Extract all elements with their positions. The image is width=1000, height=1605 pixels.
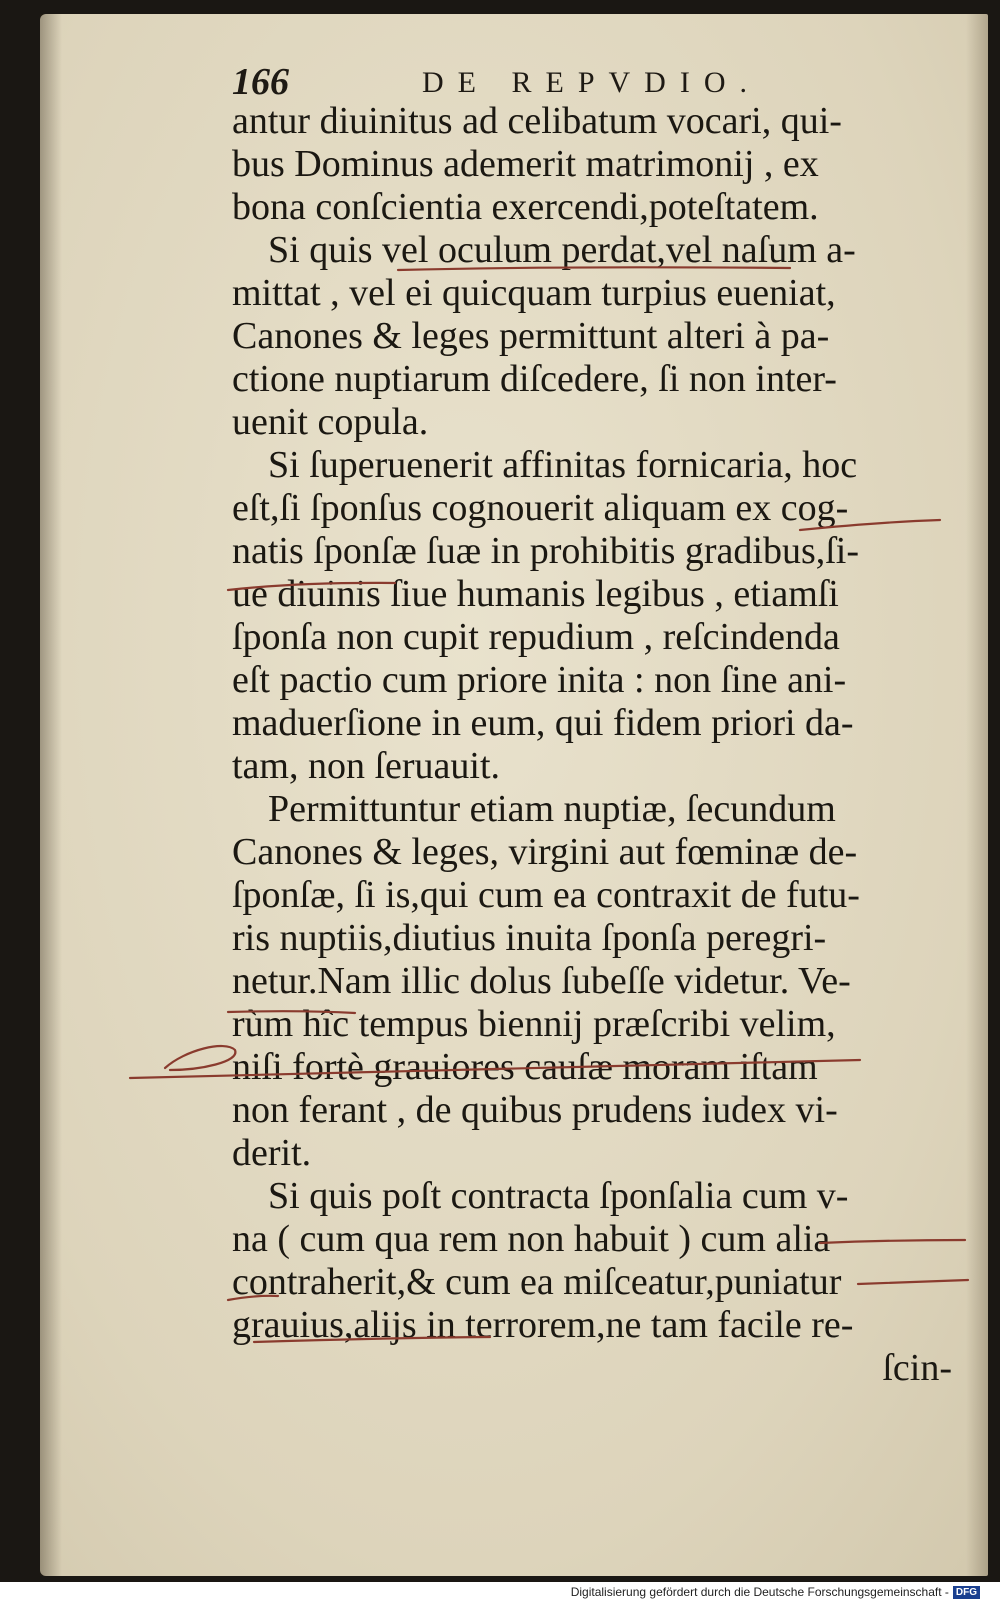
text-line: ctione nuptiarum diſcedere, ſi non inter- <box>232 358 837 400</box>
text-line: maduerſione in eum, qui fidem priori da- <box>232 702 854 744</box>
text-line: eſt,ſi ſponſus cognouerit aliquam ex cog- <box>232 487 849 529</box>
text-line: ſponſa non cupit repudium , reſcindenda <box>232 616 840 658</box>
footer-text: Digitalisierung gefördert durch die Deutsche Forschungsgemeinschaft - <box>570 1585 949 1599</box>
text-line: bus Dominus ademerit matrimonij , ex <box>232 143 819 185</box>
text-line: Canones & leges, virgini aut fœminæ de- <box>232 831 858 873</box>
running-head: DE REPVDIO. <box>422 66 761 99</box>
text-line: bona conſcientia exercendi,poteſtatem. <box>232 186 819 228</box>
margin-loop-mark <box>165 1046 235 1070</box>
catchword: ſcin- <box>882 1347 952 1389</box>
text-line: Si quis poſt contracta ſponſalia cum v- <box>268 1175 849 1217</box>
text-line: derit. <box>232 1132 312 1174</box>
page-number: 166 <box>232 61 289 103</box>
text-line: tam, non ſeruauit. <box>232 745 501 787</box>
digitization-footer <box>560 1585 980 1603</box>
underline-mark <box>398 267 790 270</box>
underline-mark <box>820 1240 965 1243</box>
text-line: Canones & leges permittunt alteri à pa- <box>232 315 830 357</box>
text-line: non ferant , de quibus prudens iudex vi- <box>232 1089 838 1131</box>
text-line: ue diuinis ſiue humanis legibus , etiamſi <box>232 573 839 615</box>
text-line: niſi fortè grauiores cauſæ moram iſtam <box>232 1046 818 1088</box>
text-line: eſt pactio cum priore inita : non ſine ani- <box>232 659 847 701</box>
text-line: natis ſponſæ ſuæ in prohibitis gradibus,ſi- <box>232 530 859 572</box>
text-line: contraherit,& cum ea miſceatur,puniatur <box>232 1261 842 1303</box>
text-line: ris nuptiis,diutius inuita ſponſa peregri- <box>232 917 827 959</box>
text-line: na ( cum qua rem non habuit ) cum alia <box>232 1218 831 1260</box>
underline-mark <box>800 520 940 530</box>
text-line: Si ſuperuenerit affinitas fornicaria, hoc <box>268 444 858 486</box>
text-line: rùm hîc tempus biennij præſcribi velim, <box>232 1003 836 1045</box>
text-line: ſponſæ, ſi is,qui cum ea contraxit de futu- <box>232 874 860 916</box>
underline-mark <box>254 1337 490 1342</box>
underline-mark <box>228 1011 355 1013</box>
text-line: Si quis vel oculum perdat,vel naſum a- <box>268 229 856 271</box>
underline-mark <box>228 583 395 590</box>
text-line: uenit copula. <box>232 401 429 443</box>
text-line: antur diuinitus ad celibatum vocari, qui- <box>232 100 842 142</box>
underline-mark <box>858 1280 968 1284</box>
text-line: Permittuntur etiam nuptiæ, ſecundum <box>268 788 836 830</box>
text-line: grauius,alijs in terrorem,ne tam facile re- <box>232 1304 854 1346</box>
text-line: mittat , vel ei quicquam turpius eueniat, <box>232 272 836 314</box>
text-line: netur.Nam illic dolus ſubeſſe videtur. Ve- <box>232 960 851 1002</box>
underline-mark <box>130 1060 860 1078</box>
underline-mark <box>228 1296 278 1300</box>
dfg-logo-icon: DFG <box>953 1586 980 1599</box>
